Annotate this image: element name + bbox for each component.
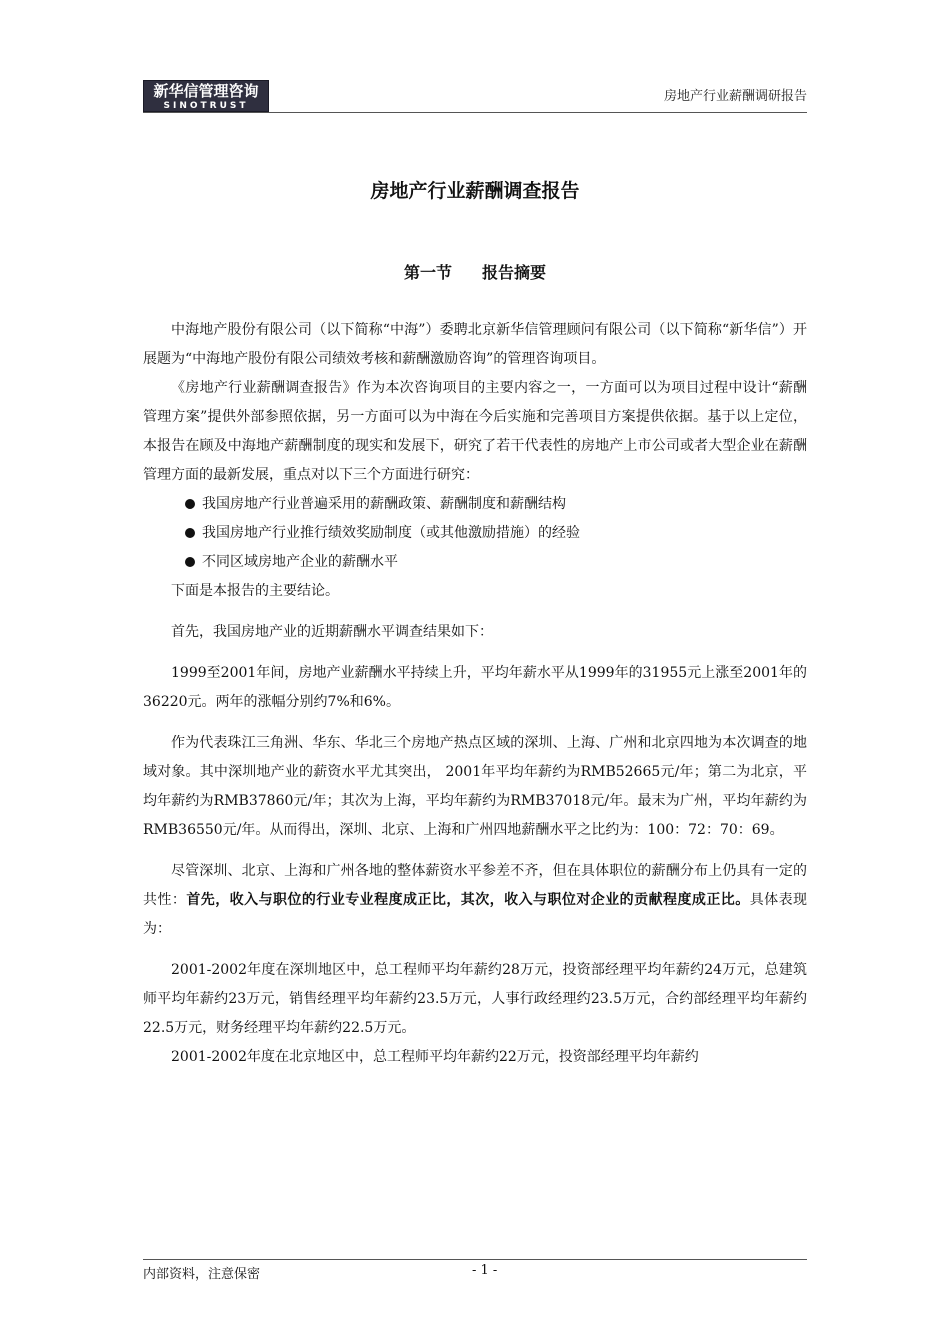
list-item: 我国房地产行业推行绩效奖励制度（或其他激励措施）的经验 xyxy=(143,519,807,548)
page-number: - 1 - xyxy=(472,1263,498,1278)
bullet-icon xyxy=(185,557,195,567)
logo-en-text: SINOTRUST xyxy=(163,101,249,111)
header-divider xyxy=(143,112,807,113)
company-logo xyxy=(143,80,269,112)
logo-cn-text: 新华信管理咨询 xyxy=(153,82,259,100)
bullet-icon xyxy=(185,528,195,538)
section-heading xyxy=(0,260,950,283)
paragraph-first-finding: 首先，我国房地产业的近期薪酬水平调查结果如下： xyxy=(171,624,493,640)
confidential-note: 内部资料，注意保密 xyxy=(143,1267,261,1282)
paragraph-common-pattern: 尽管深圳、北京、上海和广州各地的整体薪资水平参差不齐，但在具体职位的薪酬分布上仍具有一定的共性：首先，收入与职位的行业专业程度成正比，其次，收入与职位对企业的贡献程度成正比。具体表现为： xyxy=(143,863,808,937)
section-number: 第一节 xyxy=(403,263,452,282)
list-item: 不同区域房地产企业的薪酬水平 xyxy=(143,548,807,577)
list-item: 我国房地产行业普遍采用的薪酬政策、薪酬制度和薪酬结构 xyxy=(143,490,807,519)
paragraph-shenzhen-salaries: 2001-2002年度在深圳地区中，总工程师平均年薪约28万元，投资部经理平均年薪约24万元，总建筑师平均年薪约23万元，销售经理平均年薪约23.5万元，人事行政经理约23.5万元，合约部经理平均年薪约22.5万元，财务经理平均年薪约22.5万元。 xyxy=(143,962,807,1036)
paragraph-purpose: 《房地产行业薪酬调查报告》作为本次咨询项目的主要内容之一，一方面可以为项目过程中设计“薪酬管理方案”提供外部参照依据，另一方面可以为中海在今后实施和完善项目方案提供依据。基于以上定位，本报告在顾及中海地产薪酬制度的现实和发展下，研究了若干代表性的房地产上市公司或者大型企业在薪酬管理方面的最新发展，重点对以下三个方面进行研究： xyxy=(143,380,807,483)
paragraph-conclusion-lead: 下面是本报告的主要结论。 xyxy=(171,583,339,599)
paragraph-intro: 中海地产股份有限公司（以下简称“中海”）委聘北京新华信管理顾问有限公司（以下简称“新华信”）开展题为“中海地产股份有限公司绩效考核和薪酬激励咨询”的管理咨询项目。 xyxy=(143,322,807,367)
paragraph-beijing-salaries: 2001-2002年度在北京地区中，总工程师平均年薪约22万元，投资部经理平均年薪约 xyxy=(171,1049,699,1065)
section-name: 报告摘要 xyxy=(482,263,547,282)
page-title: 房地产行业薪酬调查报告 xyxy=(370,180,580,202)
header-doc-title: 房地产行业薪酬调研报告 xyxy=(663,89,807,104)
report-body xyxy=(143,316,807,1072)
research-focus-list xyxy=(143,490,807,577)
key-conclusion: 首先，收入与职位的行业专业程度成正比，其次，收入与职位对企业的贡献程度成正比。 xyxy=(186,892,750,908)
paragraph-salary-trend: 1999至2001年间，房地产业薪酬水平持续上升，平均年薪水平从1999年的31955元上涨至2001年的36220元。两年的涨幅分别约7%和6%。 xyxy=(143,665,807,710)
footer-divider xyxy=(143,1259,807,1260)
bullet-icon xyxy=(185,499,195,509)
paragraph-regional-comparison: 作为代表珠江三角洲、华东、华北三个房地产热点区域的深圳、上海、广州和北京四地为本次调查的地域对象。其中深圳地产业的薪资水平尤其突出， 2001年平均年薪约为RMB52665元/年；第二为北京，平均年薪约为RMB37860元/年；其次为上海，平均年薪约为RMB37018元/年。最末为广州，平均年薪约为RMB36550元/年。从而得出，深圳、北京、上海和广州四地薪酬水平之比约为：100：72：70：69。 xyxy=(143,735,807,838)
